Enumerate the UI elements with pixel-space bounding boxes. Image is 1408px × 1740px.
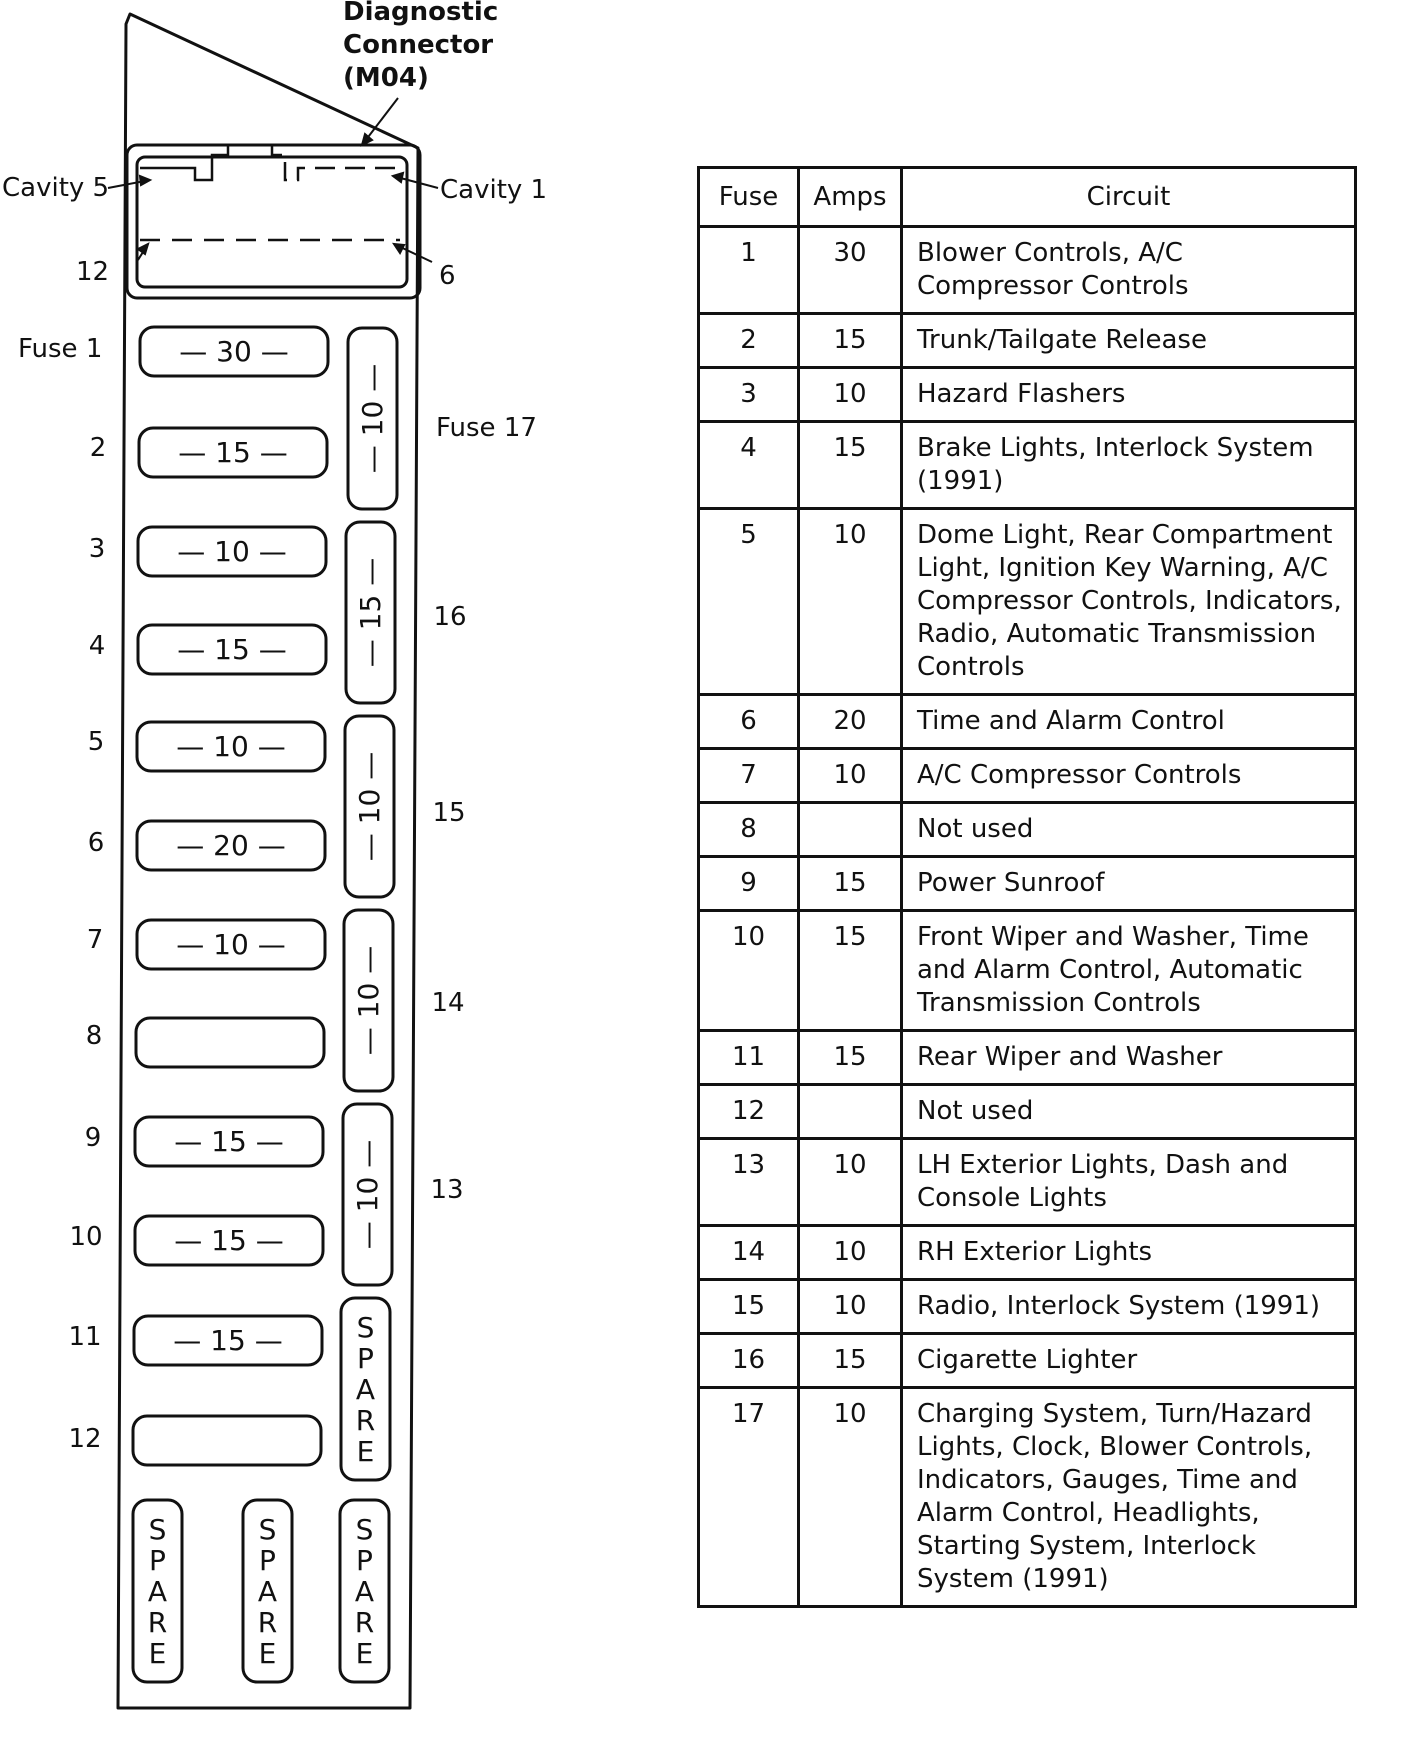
table-row bbox=[699, 509, 1356, 695]
table-row bbox=[699, 1388, 1356, 1607]
circuit-cell: Not used bbox=[902, 1085, 1356, 1139]
circuit-cell: Time and Alarm Control bbox=[902, 695, 1356, 749]
spare-fuse-bottom-3-text: S P A R E bbox=[354, 1513, 375, 1670]
amps-cell: 10 bbox=[799, 749, 902, 803]
header-amps: Amps bbox=[799, 168, 902, 227]
fuse-9-rating: — 15 — bbox=[174, 1125, 284, 1158]
table-header-row bbox=[699, 168, 1356, 227]
amps-cell: 10 bbox=[799, 1139, 902, 1226]
fuse-15-rating: — 10 — bbox=[353, 751, 386, 862]
fuse-5-label: 5 bbox=[87, 727, 105, 757]
fuse-16-rating: — 15 — bbox=[354, 557, 387, 668]
amps-cell: 15 bbox=[799, 422, 902, 509]
amps-cell: 15 bbox=[799, 911, 902, 1031]
amps-cell: 20 bbox=[799, 695, 902, 749]
circuit-cell: Not used bbox=[902, 803, 1356, 857]
fuse-3-rating: — 10 — bbox=[177, 535, 287, 568]
fuse-17-label: Fuse 17 bbox=[436, 413, 537, 443]
amps-cell: 10 bbox=[799, 1280, 902, 1334]
fuse-cell: 8 bbox=[699, 803, 799, 857]
fuse-cell: 1 bbox=[699, 227, 799, 314]
table-row bbox=[699, 1085, 1356, 1139]
amps-cell: 30 bbox=[799, 227, 902, 314]
circuit-cell: Charging System, Turn/Hazard Lights, Clock, Blower Controls, Indicators, Gauges, Time and Alarm Control, Headlights, Starting System, Interlock System (1991) bbox=[902, 1388, 1356, 1607]
circuit-cell: Hazard Flashers bbox=[902, 368, 1356, 422]
diagnostic-connector-label bbox=[343, 0, 498, 93]
table-row bbox=[699, 314, 1356, 368]
fuse-6-rating: — 20 — bbox=[176, 829, 286, 862]
fuse-12 bbox=[133, 1416, 321, 1465]
fuse-cell: 3 bbox=[699, 368, 799, 422]
circuit-cell: Blower Controls, A/C Compressor Controls bbox=[902, 227, 1356, 314]
cavity-12-label: 12 bbox=[76, 257, 110, 287]
circuit-cell: Rear Wiper and Washer bbox=[902, 1031, 1356, 1085]
amps-cell: 10 bbox=[799, 368, 902, 422]
table-row bbox=[699, 1031, 1356, 1085]
circuit-cell: Cigarette Lighter bbox=[902, 1334, 1356, 1388]
circuit-cell: Brake Lights, Interlock System (1991) bbox=[902, 422, 1356, 509]
fuse-cell: 6 bbox=[699, 695, 799, 749]
fuse-10-label: 10 bbox=[69, 1222, 103, 1252]
amps-cell: 10 bbox=[799, 1388, 902, 1607]
fuse-11-label: 11 bbox=[68, 1322, 102, 1352]
fuse-14-rating: — 10 — bbox=[352, 945, 385, 1056]
fuse-7-label: 7 bbox=[86, 925, 104, 955]
fuse-2-label: 2 bbox=[89, 433, 107, 463]
amps-cell: 15 bbox=[799, 314, 902, 368]
table-row bbox=[699, 422, 1356, 509]
fuse-4-rating: — 15 — bbox=[177, 633, 287, 666]
connector-label-line-2: Connector bbox=[343, 30, 494, 60]
connector-label-line-1: Diagnostic bbox=[343, 0, 499, 27]
table-row bbox=[699, 749, 1356, 803]
right-fuse-column bbox=[343, 328, 537, 1285]
table-row bbox=[699, 803, 1356, 857]
fuse-cell: 17 bbox=[699, 1388, 799, 1607]
fuse-10-rating: — 15 — bbox=[174, 1224, 284, 1257]
fuse-13-label: 13 bbox=[430, 1175, 464, 1205]
fuse-1-label: Fuse 1 bbox=[18, 334, 103, 364]
left-fuse-column bbox=[18, 327, 328, 1465]
circuit-cell: LH Exterior Lights, Dash and Console Lights bbox=[902, 1139, 1356, 1226]
fuse-4-label: 4 bbox=[88, 631, 106, 661]
circuit-cell: Power Sunroof bbox=[902, 857, 1356, 911]
amps-cell: 15 bbox=[799, 857, 902, 911]
fuse-9-label: 9 bbox=[84, 1123, 102, 1153]
fuse-cell: 7 bbox=[699, 749, 799, 803]
circuit-cell: RH Exterior Lights bbox=[902, 1226, 1356, 1280]
fuse-11-rating: — 15 — bbox=[173, 1324, 283, 1357]
table-row bbox=[699, 857, 1356, 911]
cavity-6-label: 6 bbox=[439, 261, 456, 291]
fuse-cell: 2 bbox=[699, 314, 799, 368]
fuse-12-label: 12 bbox=[68, 1424, 102, 1454]
fuse-16-label: 16 bbox=[433, 602, 467, 632]
header-circuit: Circuit bbox=[902, 168, 1356, 227]
amps-cell: 15 bbox=[799, 1334, 902, 1388]
circuit-cell: Radio, Interlock System (1991) bbox=[902, 1280, 1356, 1334]
table-row bbox=[699, 1334, 1356, 1388]
fuse-cell: 5 bbox=[699, 509, 799, 695]
table-row bbox=[699, 227, 1356, 314]
table-row bbox=[699, 911, 1356, 1031]
circuit-cell: Front Wiper and Washer, Time and Alarm Control, Automatic Transmission Controls bbox=[902, 911, 1356, 1031]
fuse-cell: 11 bbox=[699, 1031, 799, 1085]
fuse-8-label: 8 bbox=[85, 1021, 103, 1051]
table-row bbox=[699, 1139, 1356, 1226]
table-row bbox=[699, 1280, 1356, 1334]
header-fuse: Fuse bbox=[699, 168, 799, 227]
fuse-17-rating: — 10 — bbox=[356, 363, 389, 474]
spare-fuse-bottom-1-text: S P A R E bbox=[147, 1513, 168, 1670]
fuse-cell: 12 bbox=[699, 1085, 799, 1139]
spare-fuse-right-upper-text: S P A R E bbox=[355, 1311, 376, 1468]
callout-arrows bbox=[108, 98, 438, 262]
fuse-cell: 15 bbox=[699, 1280, 799, 1334]
cavity-5-label: Cavity 5 bbox=[2, 173, 110, 203]
fuse-5-rating: — 10 — bbox=[176, 730, 286, 763]
fuse-14-label: 14 bbox=[431, 988, 465, 1018]
amps-cell: 15 bbox=[799, 1031, 902, 1085]
amps-cell: 10 bbox=[799, 1226, 902, 1280]
amps-cell bbox=[799, 803, 902, 857]
fuse-1-rating: — 30 — bbox=[179, 335, 289, 368]
fuse-circuit-table bbox=[697, 166, 1357, 1608]
fuse-13-rating: — 10 — bbox=[351, 1139, 384, 1250]
circuit-cell: Dome Light, Rear Compartment Light, Ignition Key Warning, A/C Compressor Controls, Indicators, Radio, Automatic Transmission Controls bbox=[902, 509, 1356, 695]
fuse-cell: 10 bbox=[699, 911, 799, 1031]
cavity-1-label: Cavity 1 bbox=[440, 175, 548, 205]
table-row bbox=[699, 1226, 1356, 1280]
table-row bbox=[699, 368, 1356, 422]
spare-fuse-bottom-2-text: S P A R E bbox=[257, 1513, 278, 1670]
fuse-6-label: 6 bbox=[87, 828, 105, 858]
fuse-cell: 16 bbox=[699, 1334, 799, 1388]
fuse-15-label: 15 bbox=[432, 798, 466, 828]
fuse-panel-diagram bbox=[0, 0, 690, 1740]
fuse-3-label: 3 bbox=[88, 534, 106, 564]
table-row bbox=[699, 695, 1356, 749]
circuit-cell: A/C Compressor Controls bbox=[902, 749, 1356, 803]
amps-cell bbox=[799, 1085, 902, 1139]
fuse-cell: 9 bbox=[699, 857, 799, 911]
circuit-cell: Trunk/Tailgate Release bbox=[902, 314, 1356, 368]
table-body bbox=[699, 227, 1356, 1607]
fuse-2-rating: — 15 — bbox=[178, 436, 288, 469]
fuse-cell: 13 bbox=[699, 1139, 799, 1226]
fuse-cell: 14 bbox=[699, 1226, 799, 1280]
fuse-7-rating: — 10 — bbox=[176, 928, 286, 961]
connector-label-line-3: (M04) bbox=[343, 63, 429, 93]
fuse-cell: 4 bbox=[699, 422, 799, 509]
amps-cell: 10 bbox=[799, 509, 902, 695]
fuse-8 bbox=[136, 1018, 324, 1067]
